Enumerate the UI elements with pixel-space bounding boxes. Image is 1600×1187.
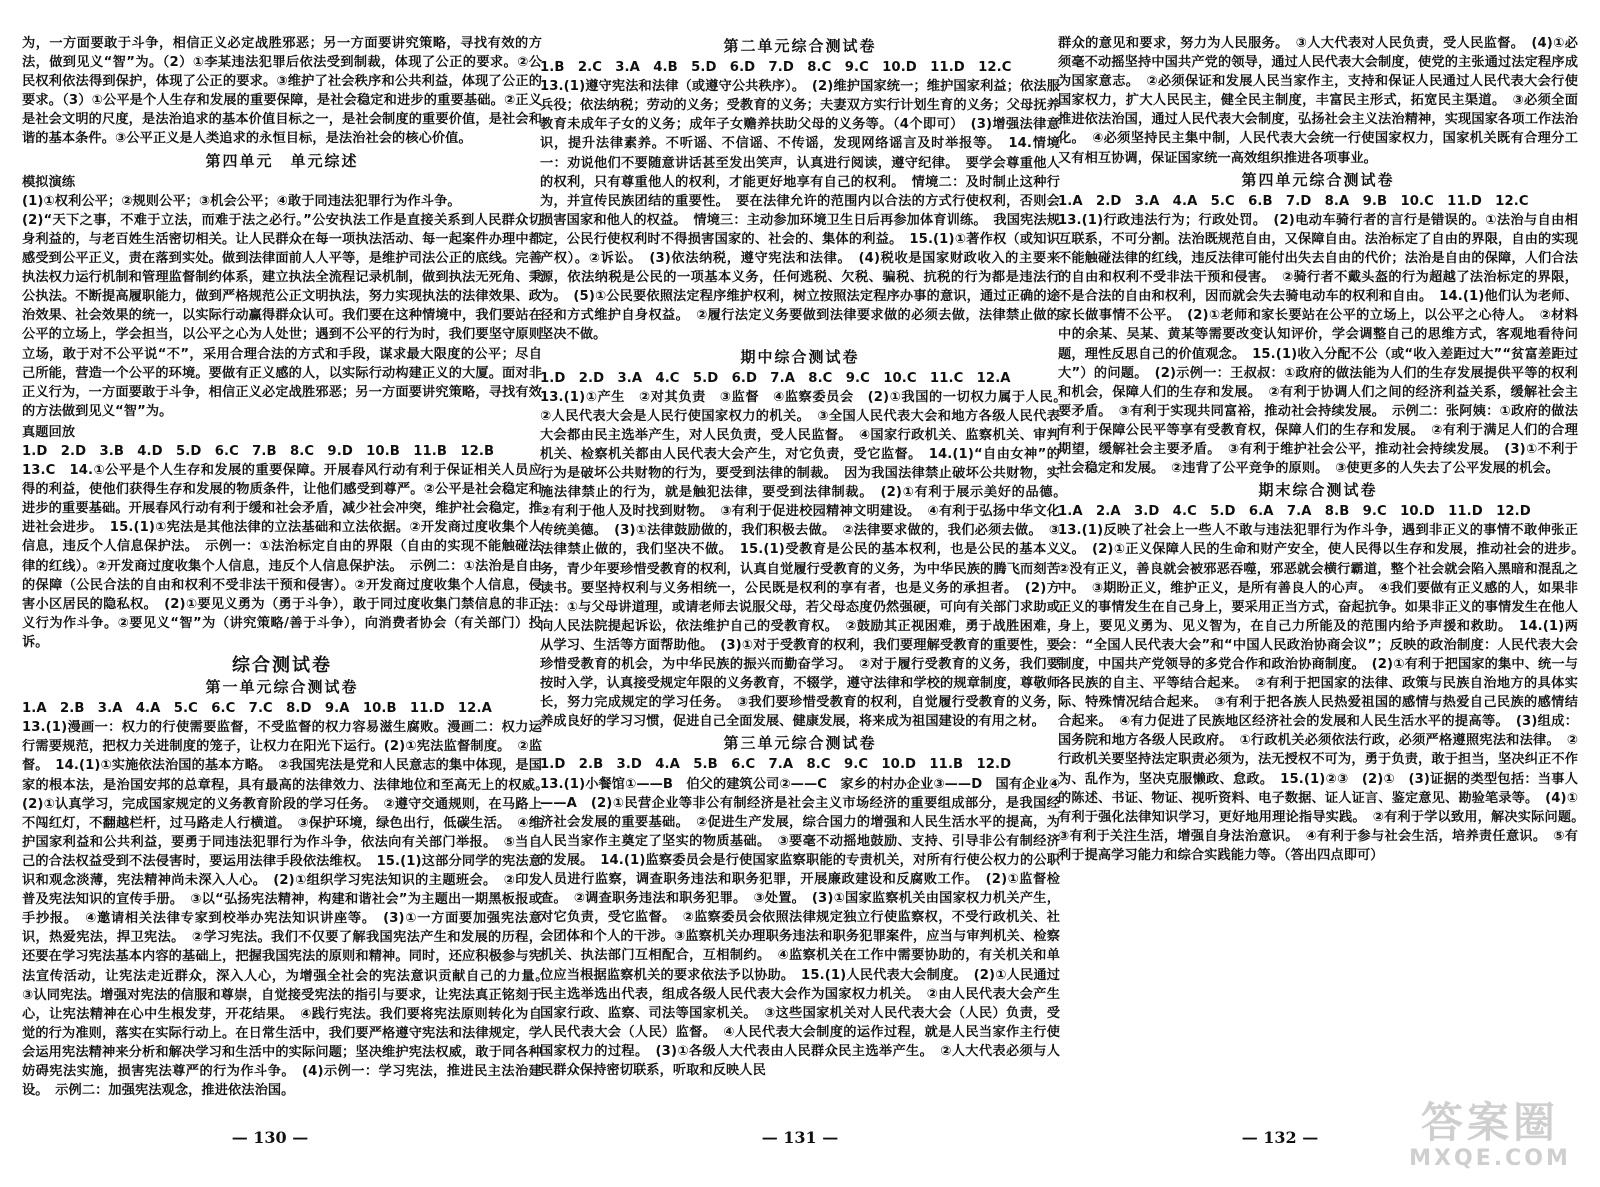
comprehensive-section-title: 综合测试卷 — [232, 655, 332, 676]
unit3-test-title: 第三单元综合测试卷 — [723, 734, 877, 753]
final-choices: 1.A 2.A 3.D 4.C 5.D 6.A 7.A 8.B 9.C 10.D 11.D 12.D — [1058, 504, 1531, 520]
practice-answer-1: (1)①权利公平；②规则公平；③机会公平；④敢于同违法犯罪行为作斗争。 — [22, 193, 461, 209]
column-middle — [540, 34, 1060, 1134]
review-answers: 13.C 14.①公平是个人生存和发展的重要保障。开展春风行动有利于保证相关人员应得的利益，使他们获得生存和发展的物质条件，让他们感受到尊严。②公平是社会稳定和进步的重要基础。开展春风行动有利于缓和社会矛盾，减少社会冲突，维护社会稳定，推进社会进步。 15.(1)①宪法是其他法律的立法基础和立法依据。②开发商过度收集个人信息，违反个人信息保护法。 示例一：①法治标定自由的界限（自由的实现不能触碰法律的红线）。②开发商过度收集个人信息，违反个人信息保护法。 示例二：①法治是自由的保障（公民合法的自由和权利不受非法干预和侵害）。②开发商过度收集个人信息，侵害小区居民的隐私权。 (2)①要见义勇为（勇于斗争），敢于同过度收集门禁信息的非正义行为作斗争。②要见义“智”为（讲究策略/善于斗争），向消费者协会（有关部门）投诉。 — [22, 463, 542, 650]
unit4-summary-title: 第四单元 单元综述 — [205, 151, 359, 170]
unit4-test-title: 第四单元综合测试卷 — [1241, 170, 1395, 189]
column-right — [1058, 34, 1578, 1134]
unit2-choices: 1.B 2.C 3.A 4.B 5.D 6.D 7.D 8.C 9.C 10.D 11.D 12.C — [540, 60, 1012, 76]
unit1-answers: 13.(1)漫画一：权力的行使需要监督，不受监督的权力容易滋生腐败。漫画二：权力运行需要规范，把权力关进制度的笼子，让权力在阳光下运行。(2)①宪法监督制度。 ②监督。 14.(1)①实施依法治国的基本方略。 ②我国宪法是党和人民意志的集中体现，是国家的根本法，是治国安邦的总章程，具有最高的法律效力、法律地位和至高无上的权威。 (2)①认真学习，完成国家规定的义务教育阶段的学习任务。 ②遵守交通规则，在马路上不闯红灯，不翻越栏杆，过马路走人行横道。 ③保护环境，绿色出行，低碳生活。 ④维护国家利益和公共利益，要勇于同违法犯罪行为作斗争，依法向有关部门举报。 ⑤当自己的合法权益受到不法侵害时，要运用法律手段依法维权。 15.(1)这部分同学的宪法意识和观念淡薄，宪法精神尚未深入人心。 (2)①组织学习宪法知识的主题班会。 ②印发普及宪法知识的宣传手册。 ③以“弘扬宪法精神，构建和谐社会”为主题出一期黑板报或手抄报。 ④邀请相关法律专家到校举办宪法知识讲座等。 (3)①一方面要加强宪法意识，热爱宪法，捍卫宪法。 ②学习宪法。我们不仅要了解我国宪法产生和发展的历程，还要在学习宪法基本内容的基础上，把握我国宪法的原则和精神。同时，还应积极参与宪法宣传活动，让宪法走近群众，深入人心，为增强全社会的宪法意识贡献自己的力量。 ③认同宪法。增强对宪法的信服和尊崇，自觉接受宪法的指引与要求，让宪法真正铭刻于心，让宪法精神在心中生根发芽，开花结果。 ④践行宪法。我们要将宪法原则转化为自觉的行为准则，落实在实际行动上。在日常生活中，我们要严格遵守宪法和法律规定，学会运用宪法精神来分析和解决学习和生活中的实际问题；坚决维护宪法权威，敢于同各种妨碍宪法实施，损害宪法尊严的行为作斗争。 (4)示例一：学习宪法，推进民主法治建设。 示例二：加强宪法观念，推进依法治国。 — [22, 720, 542, 1099]
midterm-choices: 1.D 2.D 3.A 4.C 5.D 6.D 7.A 8.C 9.C 10.C 11.C 12.A — [540, 370, 1011, 386]
page-number-middle: — 131 — — [761, 1128, 839, 1147]
site-watermark — [1390, 1100, 1590, 1180]
midterm-answers: 13.(1)①产生 ②对其负责 ③监督 ④监察委员会 (2)①我国的一切权力属于人民。 ②人民代表大会是人民行使国家权力的机关。 ③全国人民代表大会和地方各级人民代表大会都由民主选举产生，对人民负责，受人民监督。 ④国家行政机关、监察机关、审判机关、检察机关都由人民代表大会产生，对它负责，受它监督。 14.(1)“自由女神”的行为是破坏公共财物的行为，要受到法律的制裁。 因为我国法律禁止破坏公共财物，实施法律禁止的行为，就是触犯法律，要受到法律制裁。 (2)①有利于展示美好的品德。 ②有利于他人及时找到财物。 ③有利于促进校园精神文明建设。 ④有利于弘扬中华文化传统美德。 (3)①法律鼓励做的，我们积极去做。 ②法律要求做的，我们必须去做。 ③法律禁止做的，我们坚决不做。 15.(1)受教育是公民的基本权利，也是公民的基本义务，青少年要珍惜受教育的权利，认真自觉履行受教育的义务，为中华民族的腾飞而刻苦读书。要坚持权利与义务相统一，公民既是权利的享有者，也是义务的承担者。 (2)方法：①与父母讲道理，或请老师去说服父母，若父母态度仍然强硬，可向有关部门求助或向人民法院提起诉讼，依法维护自己的受教育权。 ②鼓励其正视困难，勇于战胜困难，从学习、生活等方面帮助他。 (3)①对于受教育的权利，我们要理解受教育的重要性，要珍惜受教育的机会，为中华民族的振兴而勤奋学习。 ②对于履行受教育的义务，我们要按时入学，认真接受规定年限的义务教育，不辍学，遵守法律和学校的规章制度，尊敬师长，努力完成规定的学习任务。 ③我们要珍惜受教育的权利，自觉履行受教育的义务，养成良好的学习习惯，促进自己全面发展、健康发展，将来成为祖国建设的有用之材。 — [540, 389, 1060, 730]
page-number-left: — 130 — — [231, 1128, 309, 1147]
review-choices: 1.D 2.D 3.B 4.D 5.D 6.C 7.B 8.C 9.D 10.B 11.B 12.B — [22, 443, 495, 459]
practice-heading: 模拟演练 — [22, 174, 76, 190]
watermark-url: MXQE.COM — [1409, 1146, 1571, 1171]
final-test-title: 期末综合测试卷 — [1258, 481, 1378, 500]
unit1-choices: 1.A 2.B 3.A 4.A 5.C 6.C 7.C 8.D 9.A 10.B 11.D 12.A — [22, 701, 492, 717]
unit4-answers: 13.(1)行政违法行为；行政处罚。 (2)电动车骑行者的言行是错误的。①法治与自由相互联系，不可分割。法治既规范自由，又保障自由。法治标定了自由的界限，自由的实现不能触碰法律的红线，违反法律可能付出失去自由的代价；法治是自由的保障，人们合法的自由和权利不受非法干预和侵害。 ②骑行者不戴头盔的行为超越了法治标定的界限，不是合法的自由和权利，因而就会失去骑电动车的权利和自由。 14.(1)他们认为老师、家长做事情不公平。 (2)①老师和家长要站在公平的立场上，以公平之心待人。 ②材料中的余某、吴某、黄某等需要改变认知评价，学会调整自己的思维方式，客观地看待问题，理性反思自己的价值观念。 15.(1)收入分配不公（或“收入差距过大”“贫富差距过大”）的问题。 (2)示例一：王叔叔：①政府的做法能为人们的生存发展提供平等的权利和机会，保障人们的生存和发展。 ②有利于协调人们之间的经济利益关系，缓解社会主要矛盾。 ③有利于实现共同富裕，推动社会持续发展。 示例二：张阿姨：①政府的做法有利于保障公民平等享有受教育权，保障人们的生存和发展。 ②有利于满足人们的合理期望，缓解社会主要矛盾。 ③有利于维护社会公平，推动社会持续发展。 (3)①不利于社会稳定和发展。 ②违背了公平竞争的原则。 ③使更多的人失去了公平发展的机会。 — [1058, 212, 1578, 477]
unit3-review-tail: 为，一方面要敢于斗争，相信正义必定战胜邪恶；另一方面要讲究策略，寻找有效的方法，做到见义“智”为。（2）①李某违法犯罪后依法受到制裁，体现了公正的要求。②公民权利依法得到保护，体现了公正的要求。③维护了社会秩序和公共利益，体现了公正的要求。（3）①公平是个人生存和发展的重要保障，是社会稳定和进步的重要基础。②正义是社会文明的尺度，是法治追求的基本价值目标之一，是社会制度的重要价值，是社会和谐的基本条件。③公平正义是人类追求的永恒目标，是法治社会的核心价值。 — [22, 36, 542, 147]
unit2-answers: 13.(1)遵守宪法和法律（或遵守公共秩序）。 (2)维护国家统一；维护国家利益；依法服兵役；依法纳税；劳动的义务；受教育的义务；夫妻双方实行计划生育的义务；父母抚养教育未成年子女的义务；成年子女赡养扶助父母的义务等。（4个即可） (3)增强法律意识，提升法律素养。不听谣、不信谣、不传谣，发现网络谣言及时举报等。 14.情境一：劝说他们不要随意讲话甚至发出笑声，认真进行阅读，遵守纪律。 要学会尊重他人的权利，只有尊重他人的权利，才能更好地享有自己的权利。 情境二：及时制止这种行为，并宣传民族团结的重要性。 要在法律允许的范围内以合法的方式行使权利，否则会损害国家和他人的权益。 情境三：主动参加环境卫生日后再参加体育训练。 我国宪法规定，公民行使权利时不得损害国家的、社会的、集体的利益。 15.(1)①著作权（或知识产权）。②诉讼。 (3)依法纳税，遵守宪法和法律。 (4)税收是国家财政收入的主要来源，依法纳税是公民的一项基本义务，任何逃税、欠税、骗税、抗税的行为都是违法行为。 (5)①公民要依照法定程序维护权利，树立按照法定程序办事的意识，通过正确的途径和方式维护自身权益。 ②履行法定义务要做到法律要求做的必须去做，法律禁止做的坚决不做。 — [540, 79, 1060, 343]
unit1-test-title: 第一单元综合测试卷 — [205, 678, 359, 697]
unit3-answers-continued: 群众的意见和要求，努力为人民服务。 ③人大代表对人民负责，受人民监督。 (4)①必须毫不动摇坚持中国共产党的领导，通过人民代表大会制度，使党的主张通过法定程序成为国家意志。 ②必须保证和发展人民当家作主，支持和保证人民通过人民代表大会行使国家权力，扩大人民民主，健全民主制度，丰富民主形式，拓宽民主渠道。 ③必须全面推进依法治国，通过人民代表大会制度，弘扬社会主义法治精神，实现国家各项工作法治化。 ④必须坚持民主集中制，人民代表大会统一行使国家权力，国家机关既有合理分工又有相互协调，保证国家统一高效组织推进各项事业。 — [1058, 36, 1578, 166]
unit3-choices: 1.D 2.B 3.D 4.A 5.B 6.C 7.A 8.C 9.C 10.D 11.B 12.D — [540, 757, 1012, 773]
page-number-right: — 132 — — [1241, 1128, 1319, 1147]
practice-answer-2: (2)“天下之事，不难于立法，而难于法之必行。”公安执法工作是直接关系到人民群众切身利益的，与老百姓生活密切相关。让人民群众在每一项执法活动、每一起案件办理中都感受到公平正义，责在落到实处。做到法律面前人人平等，是维护司法公正的底线。完善执法权力运行机制和管理监督制约体系，建立执法全流程记录机制，做到执法无死角、秉公执法。不断提高履职能力，做到严格规范公正文明执法，努力实现执法的法律效果、政治效果、社会效果的统一，以实际行动赢得群众认可。我们要在这种情境中，我们要站在公平的立场上，学会担当，以公平之心为人处世；遇到不公平的行为时，我们要坚守原则立场，敢于对不公平说“不”，采用合理合法的方式和手段，谋求最大限度的公平；尽自己所能，营造一个公平的环境。要做有正义感的人，以实际行动构建正义的大厦。面对非正义行为，一方面要敢于斗争，相信正义必定战胜邪恶；另一方面要讲究策略，寻找有效的方法做到见义“智”为。 — [22, 212, 542, 419]
unit2-test-title: 第二单元综合测试卷 — [723, 37, 877, 55]
review-heading: 真题回放 — [22, 424, 76, 440]
column-left — [22, 34, 542, 1134]
watermark-logo-text: 答案圈 — [1420, 1098, 1559, 1147]
unit4-choices: 1.A 2.D 3.A 4.A 5.C 6.B 7.D 8.A 9.B 10.C 11.D 12.C — [1058, 193, 1529, 209]
final-answers: 13.(1)反映了社会上一些人不敢与违法犯罪行为作斗争，遇到非正义的事情不敢伸张正义。 (2)①正义保障人民的生命和财产安全，使人民得以生存和发展，推动社会的进步。 ②没有正义，善良就会被邪恶吞噬，邪恶就会横行霸道，整个社会就会陷入黑暗和混乱之中。 ③期盼正义，维护正义，是所有善良人的心声。 ④我们要做有正义感的人，如果非正义的事情发生在自己身上，要采用正当方式，奋起抗争。如果非正义的事情发生在他人身上，要见义勇为、见义智为，在自己力所能及的范围内给予声援和救助。 14.(1)两会：“全国人民代表大会”和“中国人民政治协商会议”；反映的政治制度：人民代表大会制度，中国共产党领导的多党合作和政治协商制度。 (2)①有利于把国家的集中、统一与各民族的自主、平等结合起来。 ②有利于把国家的法律、政策与民族自治地方的具体实际、特殊情况结合起来。 ③有利于把各族人民热爱祖国的感情与热爱自己民族的感情结合起来。 ④有力促进了民族地区经济社会的发展和人民生活水平的提高等。 (3)组成：国务院和地方各级人民政府。 ①行政机关必须依法行政，必须严格遵照宪法和法律。 ②行政机关要坚持法定职责必须为，法无授权不可为，勇于负责，敢于担当，坚决纠正不作为、乱作为，坚决克服懒政、怠政。 15.(1)②③ (2)① (3)证据的类型包括：当事人的陈述、书证、物证、视听资料、电子数据、证人证言、鉴定意见、勘验笔录等。 (4)①有利于强化法律知识学习，更好地用理论指导实践。 ②有利于学以致用，解决实际问题。 ③有利于关注生活，增强自身法治意识。 ④有利于参与社会生活，培养责任意识。 ⑤有利于提高学习能力和综合实践能力等。（答出四点即可） — [1058, 523, 1578, 863]
unit3-answers: 13.(1)小餐馆①——B 伯父的建筑公司②——C 家乡的村办企业③——D 国有企业④——A (2)①民营企业等非公有制经济是社会主义市场经济的重要组成部分，是我国经济社会发展的重要基础。 ②促进生产发展，综合国力的增强和人民生活水平的提高，为人民当家作主奠定了坚实的物质基础。 ③要毫不动摇地鼓励、支持、引导非公有制经济的发展。 14.(1)监察委员会是行使国家监察职能的专责机关，对所有行使公权力的公职人员进行监察，调查职务违法和职务犯罪，开展廉政建设和反腐败工作。 (2)①监督检查。 ②调查职务违法和职务犯罪。 ③处置。 (3)①国家监察机关由国家权力机关产生，对它负责，受它监督。 ②监察委员会依照法律规定独立行使监察权，不受行政机关、社会团体和个人的干涉。③监察机关办理职务违法和职务犯罪案件，应当与审判机关、检察机关、执法部门互相配合，互相制约。 ④监察机关在工作中需要协助的，有关机关和单位应当根据监察机关的要求依法予以协助。 15.(1)人民代表大会制度。 (2)①人民通过民主选举选出代表，组成各级人民代表大会作为国家权力机关。 ②由人民代表大会产生国家行政、监察、司法等国家机关。 ③这些国家机关对人民代表大会（人民）负责，受人民代表大会（人民）监督。 ④人民代表大会制度的运作过程，就是人民当家作主行使国家权力的过程。 (3)①各级人大代表由人民群众民主选举产生。 ②人大代表必须与人民群众保持密切联系，听取和反映人民 — [540, 776, 1060, 1078]
midterm-test-title: 期中综合测试卷 — [740, 347, 860, 366]
